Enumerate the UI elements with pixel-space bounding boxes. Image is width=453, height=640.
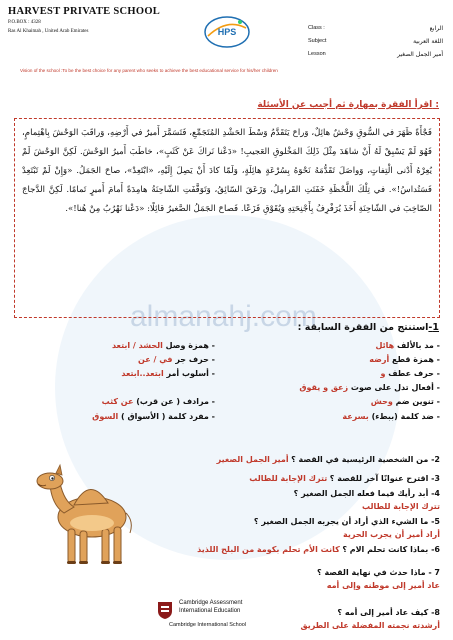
extraction-answer: أرضه (369, 354, 390, 364)
extraction-label: - حرف جر (175, 354, 215, 364)
question-answer: كانت الأم تحلم بكومة من البلح اللذيذ (197, 545, 340, 554)
footer-branding (155, 598, 305, 638)
class-info (308, 22, 443, 61)
school-info (8, 6, 183, 35)
answer-line (135, 500, 440, 513)
extraction-label: - أسلوب أمر (166, 368, 215, 378)
class-value: الرابع (429, 25, 443, 32)
question-text: 4- أبد رأيك فيما فعله الجمل الصغير ؟ (293, 489, 440, 498)
question-answer: أمير الجمل الصغير (216, 455, 289, 464)
question-text: 3- اقترح عنوانًا آخر للقصة ؟ (329, 474, 440, 483)
extraction-label: - حرف عطف (388, 368, 440, 378)
extraction-answer: زعق و يقوق (299, 383, 349, 393)
class-label: Class : (308, 25, 325, 31)
passage-text: فَجْأَةً ظَهَرَ في السُّوقِ وَحْشٌ هائِلٌ، وَراحَ يَتَقَدَّمُ وَسْطَ الحَشْدِ المُتَجَمِّعِ، فَتَسَمَّرَ أَميرٌ في أَرْضِهِ، وَراقَبَ الوَحْشَ بِاهْتِمامٍ، فَهُوَ لَمْ يَسْبِقْ لَهُ أَنْ شاهَدَ مِثْلَ ذَلِكَ المَخْلوقِ العَجيبِ! «دَعْنا نَراكَ عَنْ كَثَبٍ»، خاطَبَ أَميرُ الوَحْشَ. لَكِنَّ الوَحْشَ لَمْ يُعِرْهُ أَدْنى الْتِفاتٍ، وَواصَلَ تَقَدُّمَهُ نَحْوَهُ بِسُرْعَةٍ هائِلَةٍ، وَلَمّا كادَ أَنْ يَصِلَ إِلَيْهِ، «ابْتَعِدْ»، صاحَ الجَمَلُ. «وَإِنْ لَمْ تَبْتَعِدْ فَسَتُداسُ!». في تِلْكَ اللَّحْظَةِ خَفَتَتِ القَرامِلُ، وَزَعَقَ السّائِقُ، وَتَوَقَّفَتِ الشّاحِنَةُ هامِدَةً أَمامَ أَميرٍ تَمامًا. لَكِنَّ الدَّجاجَ الصّاخِبَ في الشّاحِنَةِ أَخَذَ يُرَفْرِفُ بِأَجْنِحَتِهِ وَيُقَوْقِ فَزَعًا. فَصاحَ الجَمَلُ الصَّغيرُ قائِلًا: «دَعْنا نَهْرُبُ مِنْ هُنا!». (22, 128, 432, 214)
extraction-row (14, 395, 440, 409)
extraction-row (14, 366, 440, 380)
extraction-answer: عن كثب (101, 397, 134, 407)
reading-passage (14, 118, 440, 318)
question-text: 2- من الشخصية الرئيسية في القصة ؟ (291, 455, 440, 464)
footer-text (179, 600, 242, 615)
school-name: HARVEST PRIVATE SCHOOL (8, 6, 161, 17)
question-answer: أرشدته نجمته المفضلة على الطريق (300, 621, 440, 630)
school-logo (200, 10, 254, 52)
section-1-title: استنتج من الفقرة السابقة : (297, 322, 429, 333)
instruction-heading: اقرأ الفقرة بمهارة ثم أجيب عن الأسئلة : (257, 100, 439, 110)
subject-row (308, 35, 443, 48)
extraction-label: - تنوين ضم (395, 397, 440, 407)
question-text: 7 - ماذا حدث في نهاية القصة ؟ (317, 568, 440, 577)
extraction-row (14, 381, 440, 395)
extraction-answer: و (380, 368, 386, 378)
extraction-answer: في / عن (138, 354, 173, 364)
extraction-label: - همزة قطع (392, 354, 440, 364)
extraction-label: - مفرد كلمة ( الأسواق ) (121, 411, 215, 421)
question-answer: عاد أمير إلى موطنه وإلى أمه (326, 581, 440, 590)
question-item (135, 472, 440, 485)
extraction-answer: الحشد / ابتعد (111, 340, 163, 350)
footer-line-1: Cambridge Assessment (179, 600, 243, 606)
answer-line (135, 579, 440, 592)
question-text: 8- كيف عاد أمير إلى أمه ؟ (337, 608, 440, 617)
question-item (135, 515, 440, 528)
extraction-row (14, 338, 440, 352)
extraction-list (14, 338, 440, 423)
question-text: 5- ما الشيء الذي أراد أن يجربه الجمل الصغير ؟ (253, 517, 440, 526)
lesson-value: أمير الجمل الصغير (397, 51, 443, 58)
question-answer: أراد أمير أن يجرب الحرية (343, 530, 440, 539)
watermark-text: almanahj.com (130, 300, 317, 333)
question-answer: تترك الإجابة للطالب (249, 474, 328, 483)
footer-line-3: Cambridge International School (169, 622, 247, 628)
lesson-row (308, 48, 443, 61)
question-answer: تترك الإجابة للطالب (361, 502, 440, 511)
question-text: 6- بماذا كانت تحلم الام ؟ (342, 545, 440, 554)
extraction-answer: هائل (375, 340, 395, 350)
school-vision: Vision of the school :To be the best choice for any parent who seeks to achieve the best educational service for his/her children (20, 68, 278, 73)
extraction-answer: وحش (370, 397, 393, 407)
extraction-answer: السوق (92, 411, 119, 421)
extraction-label: - مد بالألف (397, 340, 440, 350)
question-item (135, 543, 440, 556)
question-item (135, 453, 440, 466)
extraction-answer: ابتعد..ابتعد (121, 368, 164, 378)
lesson-label: Lesson (308, 51, 326, 57)
extraction-label: - همزة وصل (165, 340, 215, 350)
cambridge-crest-icon (155, 600, 175, 620)
section-1-heading (298, 322, 439, 333)
subject-label: Subject (308, 38, 327, 44)
extraction-row (14, 409, 440, 423)
extraction-label: - مرادف ( عن قرب) (136, 397, 215, 407)
extraction-row (14, 352, 440, 366)
answer-line (135, 528, 440, 541)
logo-text: HPS (217, 27, 237, 37)
class-row (308, 22, 443, 35)
school-address: Ras Al Khaimah , United Arab Emirates (8, 29, 89, 34)
extraction-label: - أفعال تدل على صوت (350, 383, 440, 393)
section-1-number: 1- (428, 322, 439, 333)
extraction-answer: بسرعة (342, 411, 369, 421)
extraction-label: - ضد كلمة (ببطء) (371, 411, 440, 421)
question-item (135, 566, 440, 579)
subject-value: اللغة العربية (413, 38, 443, 45)
po-box: P.O.BOX : 4328 (8, 20, 41, 25)
footer-line-2: International Education (179, 607, 241, 614)
camel-illustration (22, 455, 142, 573)
question-item (135, 487, 440, 500)
